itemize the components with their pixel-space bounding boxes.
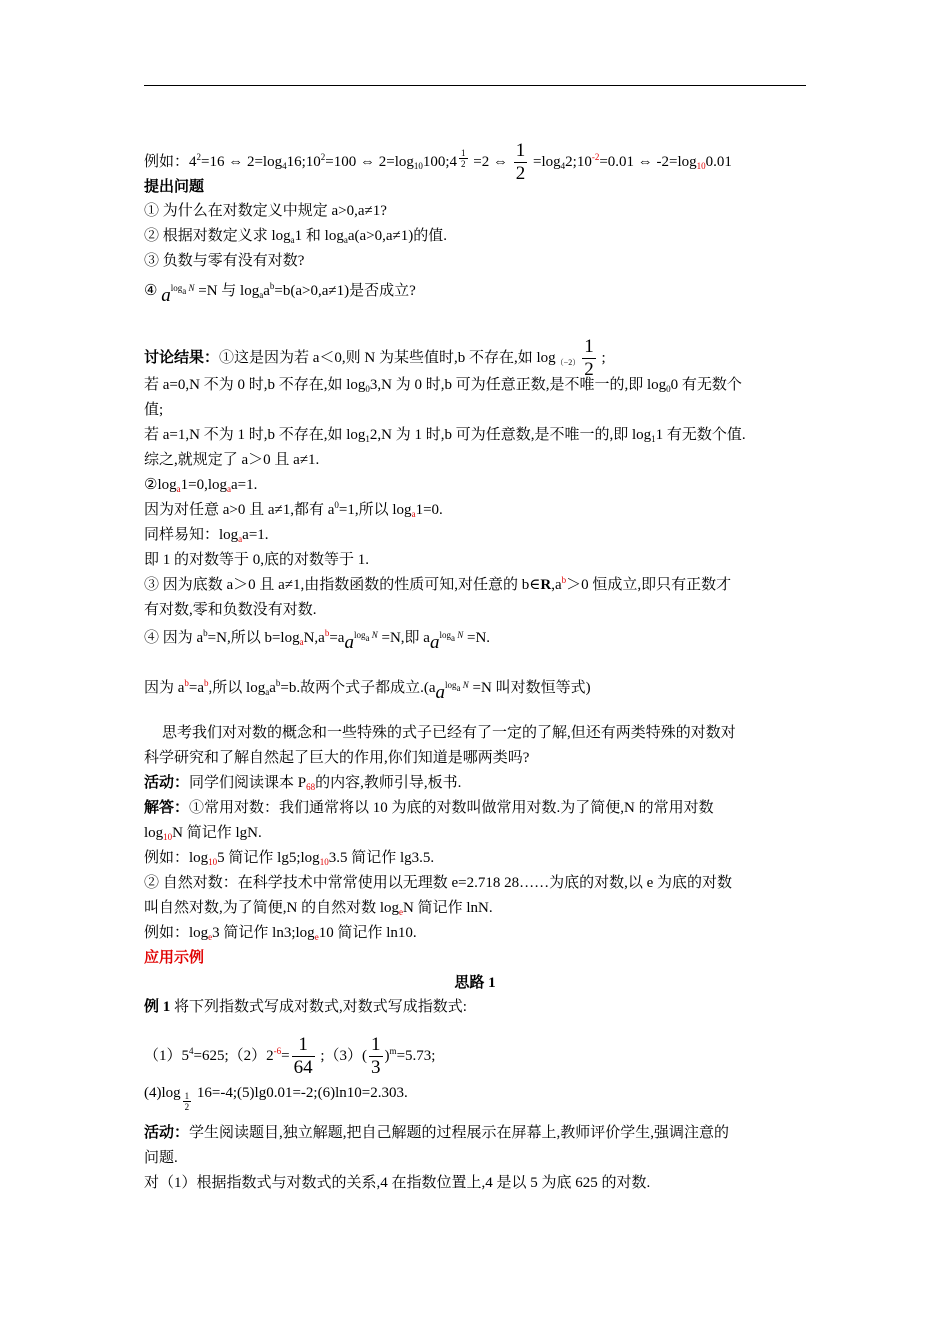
answer-2-cont: 叫自然对数,为了简便,N 的自然对数 $\log_eN$ 简记作 lnN. [144,900,493,917]
answer-example-2: 例如：$\log_e3$ 简记作 $\ln 3;\log_e10$ 简记作 ln10. [144,925,417,942]
discussion-5: 因为对任意 a>0 且 a≠1,都有 $a^0=1$,所以 $\log_a1=0$. [144,500,443,519]
discussion-10: 因为 $a^b=a^b$,所以 $\log_aa^b=b$.故两个式子都成立$.(aa^{log_a N} =N$ 叫对数恒等式) [144,678,591,703]
discussion-3: 若 a=1,N 不为 1 时,b 不存在,如 $\log_12,N$ 为 1 时,b 可为任意数,是不唯一的,即 $\log_11$ 有无数个值. [144,427,746,444]
solution-1: 对（1）根据指数式与对数式的关系,4 在指数位置上,4 是以 5 为底 625 的对数. [144,1175,651,1191]
discussion-1: 讨论结果：①这是因为若 a＜0,则 N 为某些值时,b 不存在,如 $\log_{(-2)}$ $\frac{1}{2}$ ; [144,336,606,380]
fraction-half: $\frac{1}{2}$ [584,336,594,380]
section-heading-questions: 提出问题 [144,179,205,195]
paragraph-think: 思考我们对对数的概念和一些特殊的式子已经有了一定的了解,但还有两类特殊的对数对 [162,725,736,741]
subheading-approach-1: 思路 1 [454,975,496,991]
question-3: ③ 负数与零有没有对数? [144,253,305,269]
fraction-half-exponent: $\frac{1}{2}$ [461,148,466,169]
answer-example-1: 例如：$\log_{10}5$ 简记作 $\lg 5;\log_{10}3.5$ 简记作 lg3.5. [144,850,435,867]
question-2: ② 根据对数定义求 $\log_a1$ 和 $\log_aa(a>0,a\ne 1)$的值. [144,228,447,245]
discussion-4: $②\log_a1=0,\log_aa=1$. [144,477,258,494]
activity-1: 活动：同学们阅读课本 $P_{68}$的内容,教师引导,板书. [144,775,462,792]
answer-2: ② 自然对数：在科学技术中常常使用以无理数 e=2.718 28……为底的对数,以 e 为底的对数 [144,875,733,891]
answer-1: 解答：①常用对数：我们通常将以 10 为底的对数叫做常用对数.为了简便,N 的常用对数 [144,800,714,816]
fraction-one-third: $\frac{1}{3}$ [371,1034,381,1078]
discussion-8: ③ 因为底数 a＞0 且 a≠1,由指数函数的性质可知,对任意的 $b\in R,a^b>0$ 恒成立,即只有正数才 [144,575,732,593]
discussion-7: 即 1 的对数等于 0,底的对数等于 1. [144,552,370,568]
section-heading-examples: 应用示例 [144,950,205,966]
header-rule [144,85,806,86]
discussion-2-cont: 值; [144,402,164,418]
activity-2-cont: 问题. [144,1150,178,1166]
question-1: ① 为什么在对数定义中规定 a>0,a≠1? [144,203,387,219]
example-line: 例如：$4^2=16$ ⇔ $2=\log_416;10^2=100$ ⇔ $2=\log_{10}100;4$ $\frac{1}{2}$ =2 ⇔ $\frac{1}{2}$ $=\log_42;10^{-2}=0.01$ ⇔ $-2=\log_{10}0.01$ [144,140,732,184]
example-1-title: 例 1 将下列指数式写成对数式,对数式写成指数式: [144,999,467,1015]
fraction-one-64: $\frac{1}{64}$ [293,1034,313,1078]
discussion-9: ④ 因为 $a^b=N$,所以 $b=\log_aN,a^b=aa^{log_a N} =N$,即 $aa^{log_a N} =N$. [144,628,491,653]
fraction-half: $\frac{1}{2}$ [515,140,526,184]
paragraph-think-cont: 科学研究和了解自然起了巨大的作用,你们知道是哪两类吗? [144,750,530,766]
question-4: ④ $a^{log_a N} =N$ 与 $\log_aa^b=b(a>0,a\ne 1)$是否成立? [144,281,416,306]
discussion-summary: 综之,就规定了 a＞0 且 a≠1. [144,452,320,468]
example-1-items-a: $(1)5^4=625;(2)2^{-6}=$ $\frac{1}{64}$ ;（3）( $\frac{1}{3}$ )$^m$=5.73; [144,1034,436,1078]
discussion-2: 若 a=0,N 不为 0 时,b 不存在,如 $\log_03,N$ 为 0 时,b 可为任意正数,是不唯一的,即 $\log_00$ 有无数个 [144,377,742,394]
activity-2: 活动：学生阅读题目,独立解题,把自己解题的过程展示在屏幕上,教师评价学生,强调注意的 [144,1125,730,1141]
answer-1-cont: $\log_{10}N$ 简记作 lgN. [144,825,262,842]
example-1-items-b: (4)log $\frac{1}{2}$ 16=-4;(5)lg0.01=-2;(6)ln10=2.303. [144,1085,408,1113]
discussion-6: 同样易知：$\log_aa=1$. [144,527,269,544]
fraction-half-base: $\frac{1}{2}$ [184,1091,190,1113]
discussion-8-cont: 有对数,零和负数没有对数. [144,602,317,618]
